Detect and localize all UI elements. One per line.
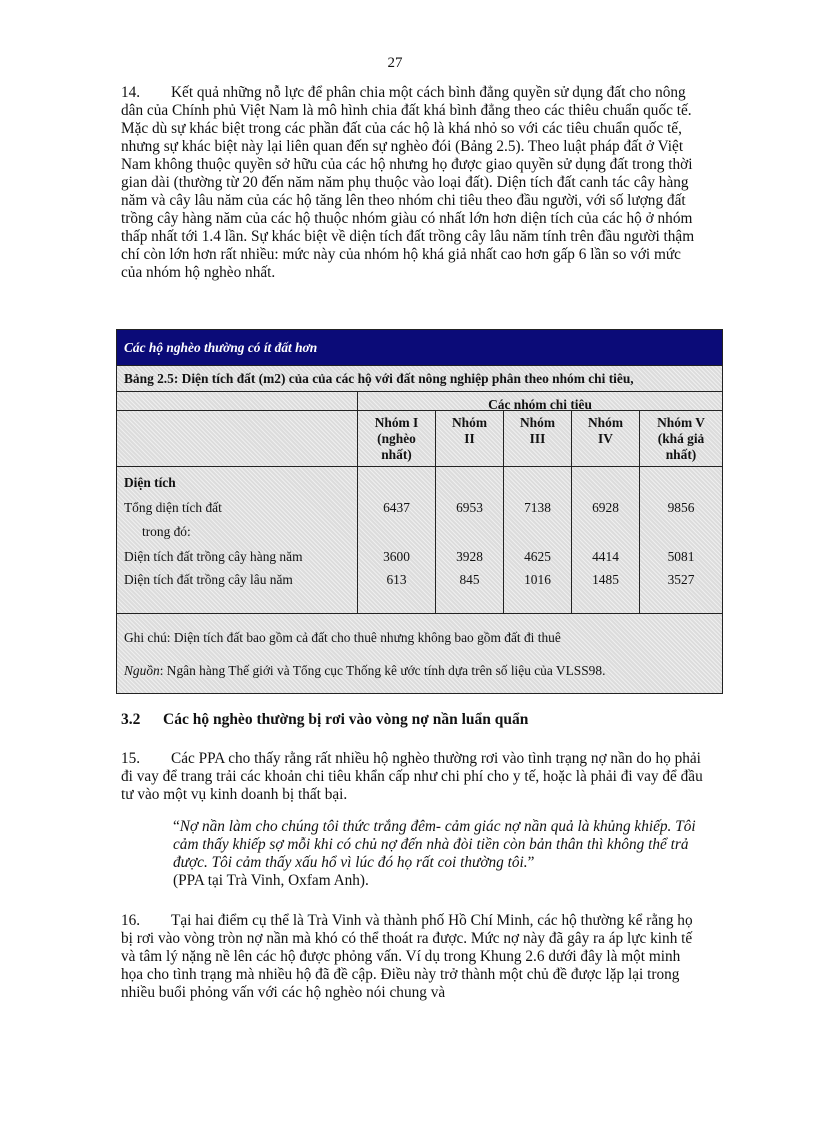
table-cell: 4625 bbox=[524, 549, 551, 564]
section-heading bbox=[121, 711, 528, 729]
table-cell: 1485 bbox=[592, 572, 619, 587]
paragraph-number: 15. bbox=[121, 750, 141, 767]
paragraph-15 bbox=[121, 750, 706, 804]
row-label: Diện tích đất trồng cây lâu năm bbox=[124, 572, 293, 587]
column-header: Nhóm II bbox=[452, 415, 487, 446]
row-label: Diện tích đất trồng cây hàng năm bbox=[124, 549, 303, 564]
table-cell: 1016 bbox=[524, 572, 551, 587]
paragraph-text: Tại hai điểm cụ thể là Trà Vinh và thành phố Hồ Chí Minh, các hộ thường kể rằng họ bị rơi vào vòng tròn nợ nần mà khó có thể thoát ra được. Mức nợ này đã gây ra áp lực kinh tế và tâm lý nặng nề lên các hộ được phỏng vấn. Ví dụ trong Khung 2.6 dưới đây là một minh họa cho tình trạng mà nhiều hộ đã đề cập. Điều này trở thành một chủ đề được lặp lại trong nhiều buổi phỏng vấn với các hộ nghèo nói chung và bbox=[121, 912, 693, 1001]
page-number: 27 bbox=[387, 55, 403, 71]
column-header: Nhóm V (khá giả nhất) bbox=[657, 415, 705, 462]
table-source bbox=[124, 663, 605, 679]
paragraph-text: Các PPA cho thấy rằng rất nhiều hộ nghèo thường rơi vào tình trạng nợ nần do họ phải đi vay để trang trải các khoản chi tiêu khẩn cấp như chi phí cho y tế, hoặc là phải đi vay để đầu tư vào một vụ kinh doanh bị thất bại. bbox=[121, 750, 703, 803]
source-text: : Ngân hàng Thế giới và Tổng cục Thống kê ước tính dựa trên số liệu của VLSS98. bbox=[159, 663, 606, 678]
source-label: Nguồn bbox=[124, 663, 160, 678]
section-title: Các hộ nghèo thường bị rơi vào vòng nợ nần luẩn quẩn bbox=[163, 711, 529, 728]
section-number: 3.2 bbox=[121, 711, 141, 728]
table-cell: 7138 bbox=[524, 500, 551, 515]
table-cell: 6953 bbox=[456, 500, 483, 515]
table-cell: 5081 bbox=[667, 549, 695, 564]
table-cell: 4414 bbox=[592, 549, 619, 564]
paragraph-text: Kết quả những nỗ lực để phân chia một cách bình đẳng quyền sử dụng đất cho nông dân của Chính phủ Việt Nam là mô hình chia đất khá bình đẳng theo các thiêu chuẩn quốc tế. Mặc dù sự khác biệt trong các phần đất của các hộ là khá nhỏ so với các tiêu chuẩn quốc tế, nhưng sự khác biệt này lại liên quan đến sự nghèo đói (Bảng 2.5). Theo luật pháp đất ở Việt Nam không thuộc quyền sở hữu của các hộ nhưng họ được giao quyền sử dụng đất trong thời gian dài (thường từ 20 đến năm năm phụ thuộc vào loại đất). Diện tích đất canh tác cây hàng năm và cây lâu năm của các hộ tăng lên theo nhóm chi tiêu theo đầu người, với số lượng đất trồng cây hàng năm của các hộ thuộc nhóm giàu có nhất lớn hơn diện tích của các hộ ở nhóm thấp nhất tới 1.4 lần. Sự khác biệt về diện tích đất trồng cây lâu năm tính trên đầu người thậm chí còn lớn hơn rất nhiều: mức này của nhóm hộ khá giả nhất cao hơn gấp 6 lần so với mức của nhóm hộ nghèo nhất. bbox=[121, 84, 695, 281]
row-label: trong đó: bbox=[142, 524, 191, 539]
table-title: Bảng 2.5: Diện tích đất (m2) của của các hộ với đất nông nghiệp phân theo nhóm chi tiêu, bbox=[117, 365, 722, 392]
table-note: Ghi chú: Diện tích đất bao gồm cả đất cho thuê nhưng không bao gồm đất đi thuê bbox=[124, 630, 561, 645]
column-group-title: Các nhóm chi tiêu bbox=[488, 397, 592, 412]
paragraph-number: 14. bbox=[121, 84, 141, 101]
quote-attribution: (PPA tại Trà Vinh, Oxfam Anh). bbox=[173, 872, 369, 889]
grid-line bbox=[117, 613, 722, 614]
table-cell: 9856 bbox=[667, 500, 695, 515]
row-label: Tổng diện tích đất bbox=[124, 500, 222, 515]
grid-line bbox=[117, 466, 722, 467]
paragraph-16 bbox=[121, 912, 706, 1002]
paragraph-number: 16. bbox=[121, 912, 141, 929]
column-header: Nhóm I (nghèo nhất) bbox=[374, 415, 419, 462]
section-label: Diện tích bbox=[124, 475, 176, 490]
block-quote bbox=[173, 818, 713, 890]
table-cell: 6928 bbox=[592, 500, 619, 515]
table-cell: 845 bbox=[459, 572, 480, 587]
paragraph-14 bbox=[121, 84, 706, 282]
column-header: Nhóm IV bbox=[588, 415, 623, 446]
quote-open: “ bbox=[173, 818, 180, 835]
table-cell: 6437 bbox=[383, 500, 410, 515]
quote-close: ” bbox=[527, 854, 535, 871]
table-cell: 3527 bbox=[667, 572, 695, 587]
table-cell: 3600 bbox=[383, 549, 410, 564]
quote-text: Nợ nần làm cho chúng tôi thức trắng đêm- cảm giác nợ nần quả là khủng khiếp. Tôi cảm thấy khiếp sợ mỗi khi có chủ nợ đến nhà đòi tiền còn bản thân thì không thể trả được. Tôi cảm thấy xấu hổ vì lúc đó họ rất coi thường tôi. bbox=[173, 818, 696, 871]
box-header: Các hộ nghèo thường có ít đất hơn bbox=[117, 330, 722, 365]
table-cell: 613 bbox=[386, 572, 407, 587]
box-poor-households-land bbox=[116, 329, 723, 694]
column-header: Nhóm III bbox=[520, 415, 555, 446]
table-cell: 3928 bbox=[456, 549, 483, 564]
